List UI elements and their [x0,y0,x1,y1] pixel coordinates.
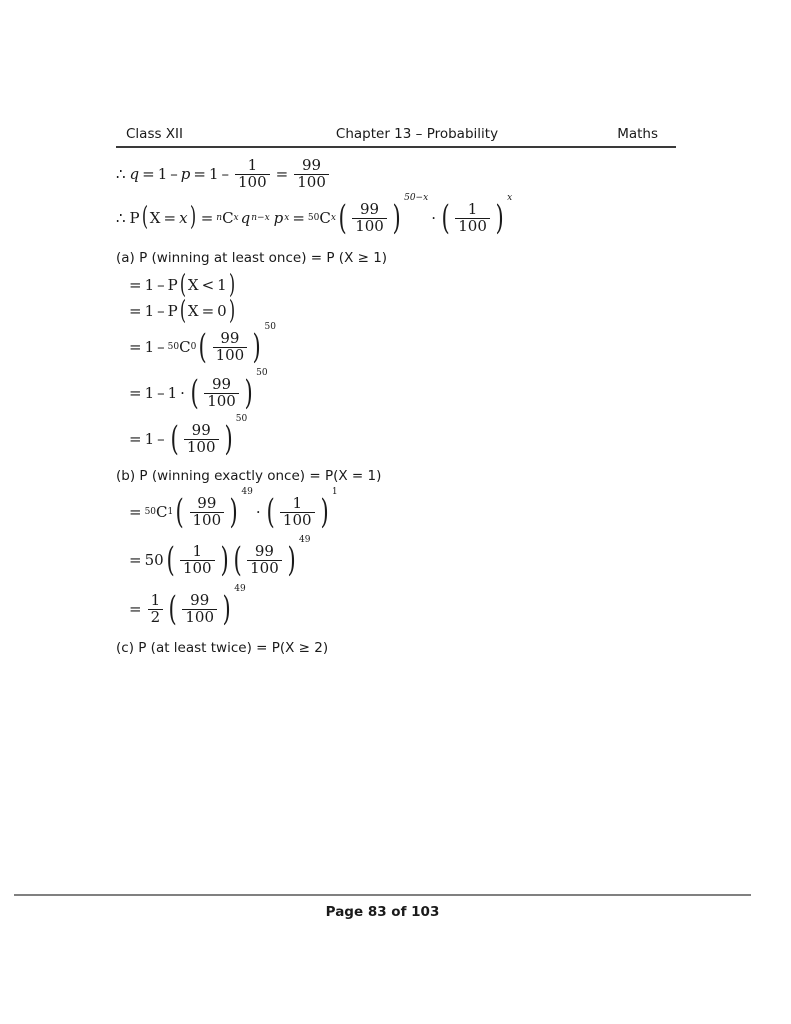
exponent-x: x [507,192,513,203]
power-term-99-over-100 [196,321,276,367]
number-one: 1 [144,430,155,449]
open-paren: ( [168,589,177,630]
equation-b-step1 [126,489,716,535]
combination-superscript-50: 50 [167,342,180,353]
exponent-49: 49 [299,535,311,546]
fraction-one-half [148,593,164,626]
minus-sign: – [170,165,178,183]
power-term-99-over-100 [188,367,268,413]
minus-sign: – [157,338,165,357]
probability-symbol: P [129,209,140,227]
exponent-50: 50 [264,321,276,332]
close-paren: ) [320,492,329,533]
equation-a-step3 [126,321,716,369]
combination-subscript-1: 1 [167,507,174,518]
multiplication-dot: · [255,503,261,522]
fraction-numerator: 99 [359,199,380,218]
open-paren: ( [190,372,199,413]
open-paren: ( [233,540,242,581]
close-paren: ) [229,492,238,533]
fraction-numerator: 99 [254,542,274,561]
equation-b-step2 [126,537,716,583]
header-subject-label: Maths [617,126,658,142]
number-one: 1 [167,384,178,403]
power-term-99-over-100 [336,192,429,238]
number-one: 1 [144,302,155,321]
multiplication-dot: · [431,209,436,227]
coefficient-50: 50 [144,551,164,570]
probability-symbol: P [167,302,178,321]
fraction-ninetynine-over-hundred [204,374,239,410]
open-paren: ( [179,269,186,300]
header-divider [116,146,676,148]
minus-sign: – [157,302,165,321]
equals-sign: = [129,276,142,295]
therefore-symbol: ∴ [116,165,126,183]
power-term-one-over-100 [264,487,338,533]
equals-sign: = [129,600,142,619]
equation-a-step5 [126,413,716,461]
term-p-power [274,209,290,227]
combination-superscript-50: 50 [144,507,157,518]
open-paren: ( [266,492,275,533]
fraction-one-over-hundred [235,155,270,191]
close-paren: ) [392,197,401,238]
page-header [116,126,676,148]
fraction-numerator: 99 [220,328,240,347]
fraction-denominator: 2 [148,609,164,626]
equals-sign: = [142,165,155,183]
close-paren: ) [228,269,235,300]
equals-sign: = [193,165,206,183]
exponent-50-minus-x: 50−x [404,192,429,203]
equals-sign: = [163,209,177,227]
fraction-ninetynine-over-hundred [184,420,219,456]
close-paren: ) [224,418,233,459]
close-paren: ) [244,372,253,413]
equals-sign: = [275,165,289,183]
exponent-49: 49 [241,487,253,498]
fraction-ninetynine-over-hundred [294,155,329,191]
equals-sign: = [129,338,142,357]
fraction-denominator: 100 [180,560,215,577]
random-variable-X: X [149,209,161,227]
combination-C: C [179,338,191,357]
combination-C: C [222,209,234,227]
var-p: p [273,209,284,227]
close-paren: ) [252,326,261,367]
minus-sign: – [157,430,165,449]
fraction-numerator: 1 [150,591,161,610]
minus-sign: – [221,165,230,183]
fraction-ninetynine-over-hundred [190,496,225,529]
multiplication-dot: · [180,384,185,403]
open-paren: ( [175,492,184,533]
var-x: x [179,209,188,227]
close-paren: ) [189,202,196,233]
fraction-numerator: 99 [197,494,217,513]
fraction-one-over-hundred [455,199,490,235]
equation-binomial-pmf [116,192,716,241]
fraction-numerator: 1 [247,155,258,174]
group-one-over-100 [164,540,231,581]
close-paren: ) [222,589,231,630]
number-one: 1 [144,338,155,357]
fraction-one-over-hundred [180,544,215,577]
fraction-numerator: 1 [467,199,478,218]
equals-sign: = [201,302,215,321]
part-b-statement: (b) P (winning exactly once) = P(X = 1) [116,468,382,485]
combination-C: C [156,503,168,522]
fraction-ninetynine-over-hundred [213,328,248,364]
power-term-99-over-100 [166,584,246,630]
number-one: 1 [144,384,155,403]
fraction-denominator: 100 [294,174,329,191]
number-value: 0 [217,302,227,321]
exponent-49: 49 [234,584,246,595]
fraction-numerator: 1 [192,542,203,561]
combination-C: C [319,209,331,227]
fraction-denominator: 100 [204,393,239,410]
exponent-50: 50 [256,367,268,378]
fraction-numerator: 99 [211,374,232,393]
therefore-symbol: ∴ [116,209,126,227]
part-c-statement: (c) P (at least twice) = P(X ≥ 2) [116,640,329,657]
open-paren: ( [338,197,347,238]
probability-symbol: P [167,276,178,295]
equals-sign: = [129,302,142,321]
equals-sign: = [129,503,142,522]
combination-superscript-50: 50 [307,213,320,223]
document-body [116,155,716,658]
header-class-label: Class XII [126,126,184,142]
exponent-x: x [284,213,290,223]
power-term-99-over-100 [231,535,311,581]
exponent-1: 1 [331,487,338,498]
fraction-denominator: 100 [182,609,217,626]
power-term-99-over-100 [173,487,253,533]
open-paren: ( [441,197,450,238]
combination-subscript-x: x [233,213,239,223]
combination-fifty-choose-x [308,209,336,227]
open-paren: ( [141,202,148,233]
equation-q-value [116,155,716,193]
close-paren: ) [220,540,229,581]
equals-sign: = [129,430,142,449]
number-one: 1 [208,165,219,183]
equation-a-step1 [126,269,716,300]
random-variable-X: X [187,302,199,321]
fraction-denominator: 100 [235,174,270,191]
minus-sign: – [157,384,165,403]
fraction-denominator: 100 [455,218,490,235]
fraction-denominator: 100 [247,560,282,577]
term-q-power [241,209,270,227]
equals-sign: = [129,384,142,403]
fraction-ninetynine-over-hundred [352,199,387,235]
fraction-denominator: 100 [280,512,315,529]
equals-sign: = [129,551,142,570]
var-p: p [180,165,191,183]
equation-b-step3 [126,585,716,633]
fraction-numerator: 99 [302,155,322,174]
fraction-numerator: 99 [191,420,211,439]
fraction-ninetynine-over-hundred [247,544,282,577]
power-term-99-over-100 [168,413,248,459]
page-number-label: Page 83 of 103 [325,904,440,920]
fraction-denominator: 100 [213,347,248,364]
combination-subscript-0: 0 [190,342,197,353]
var-q: q [240,209,251,227]
close-paren: ) [228,295,235,326]
part-a-statement: (a) P (winning at least once) = P (X ≥ 1) [116,250,388,266]
combination-fifty-choose-one [145,503,174,521]
open-paren: ( [198,326,208,367]
combination-n-choose-x [216,209,238,227]
random-variable-X: X [187,276,199,295]
open-paren: ( [179,295,186,326]
minus-sign: – [157,276,165,295]
fraction-denominator: 100 [184,439,219,456]
fraction-denominator: 100 [190,512,225,529]
number-one: 1 [144,276,155,295]
combination-superscript-n: n [216,213,223,223]
equation-a-step2 [126,295,716,326]
open-paren: ( [170,418,179,459]
number-value: 1 [217,276,227,295]
power-term-one-over-100 [439,192,513,238]
exponent-50: 50 [235,413,248,424]
combination-subscript-x: x [330,213,336,223]
equals-sign: = [292,209,305,227]
var-q: q [129,165,140,183]
fraction-denominator: 100 [352,218,387,235]
exponent-n-minus-x: n−x [251,213,270,223]
footer-divider [14,894,751,896]
header-chapter-title: Chapter 13 – Probability [335,126,499,142]
equation-a-step4 [126,367,716,415]
close-paren: ) [495,197,504,238]
fraction-one-over-hundred [280,496,315,529]
fraction-numerator: 1 [292,494,303,513]
number-one: 1 [157,165,168,183]
open-paren: ( [166,540,175,581]
combination-fifty-choose-zero [168,338,197,356]
equals-sign: = [200,209,214,227]
fraction-ninetynine-over-hundred [182,593,217,626]
less-than-sign: < [201,276,215,295]
close-paren: ) [287,540,296,581]
fraction-numerator: 99 [190,591,210,610]
